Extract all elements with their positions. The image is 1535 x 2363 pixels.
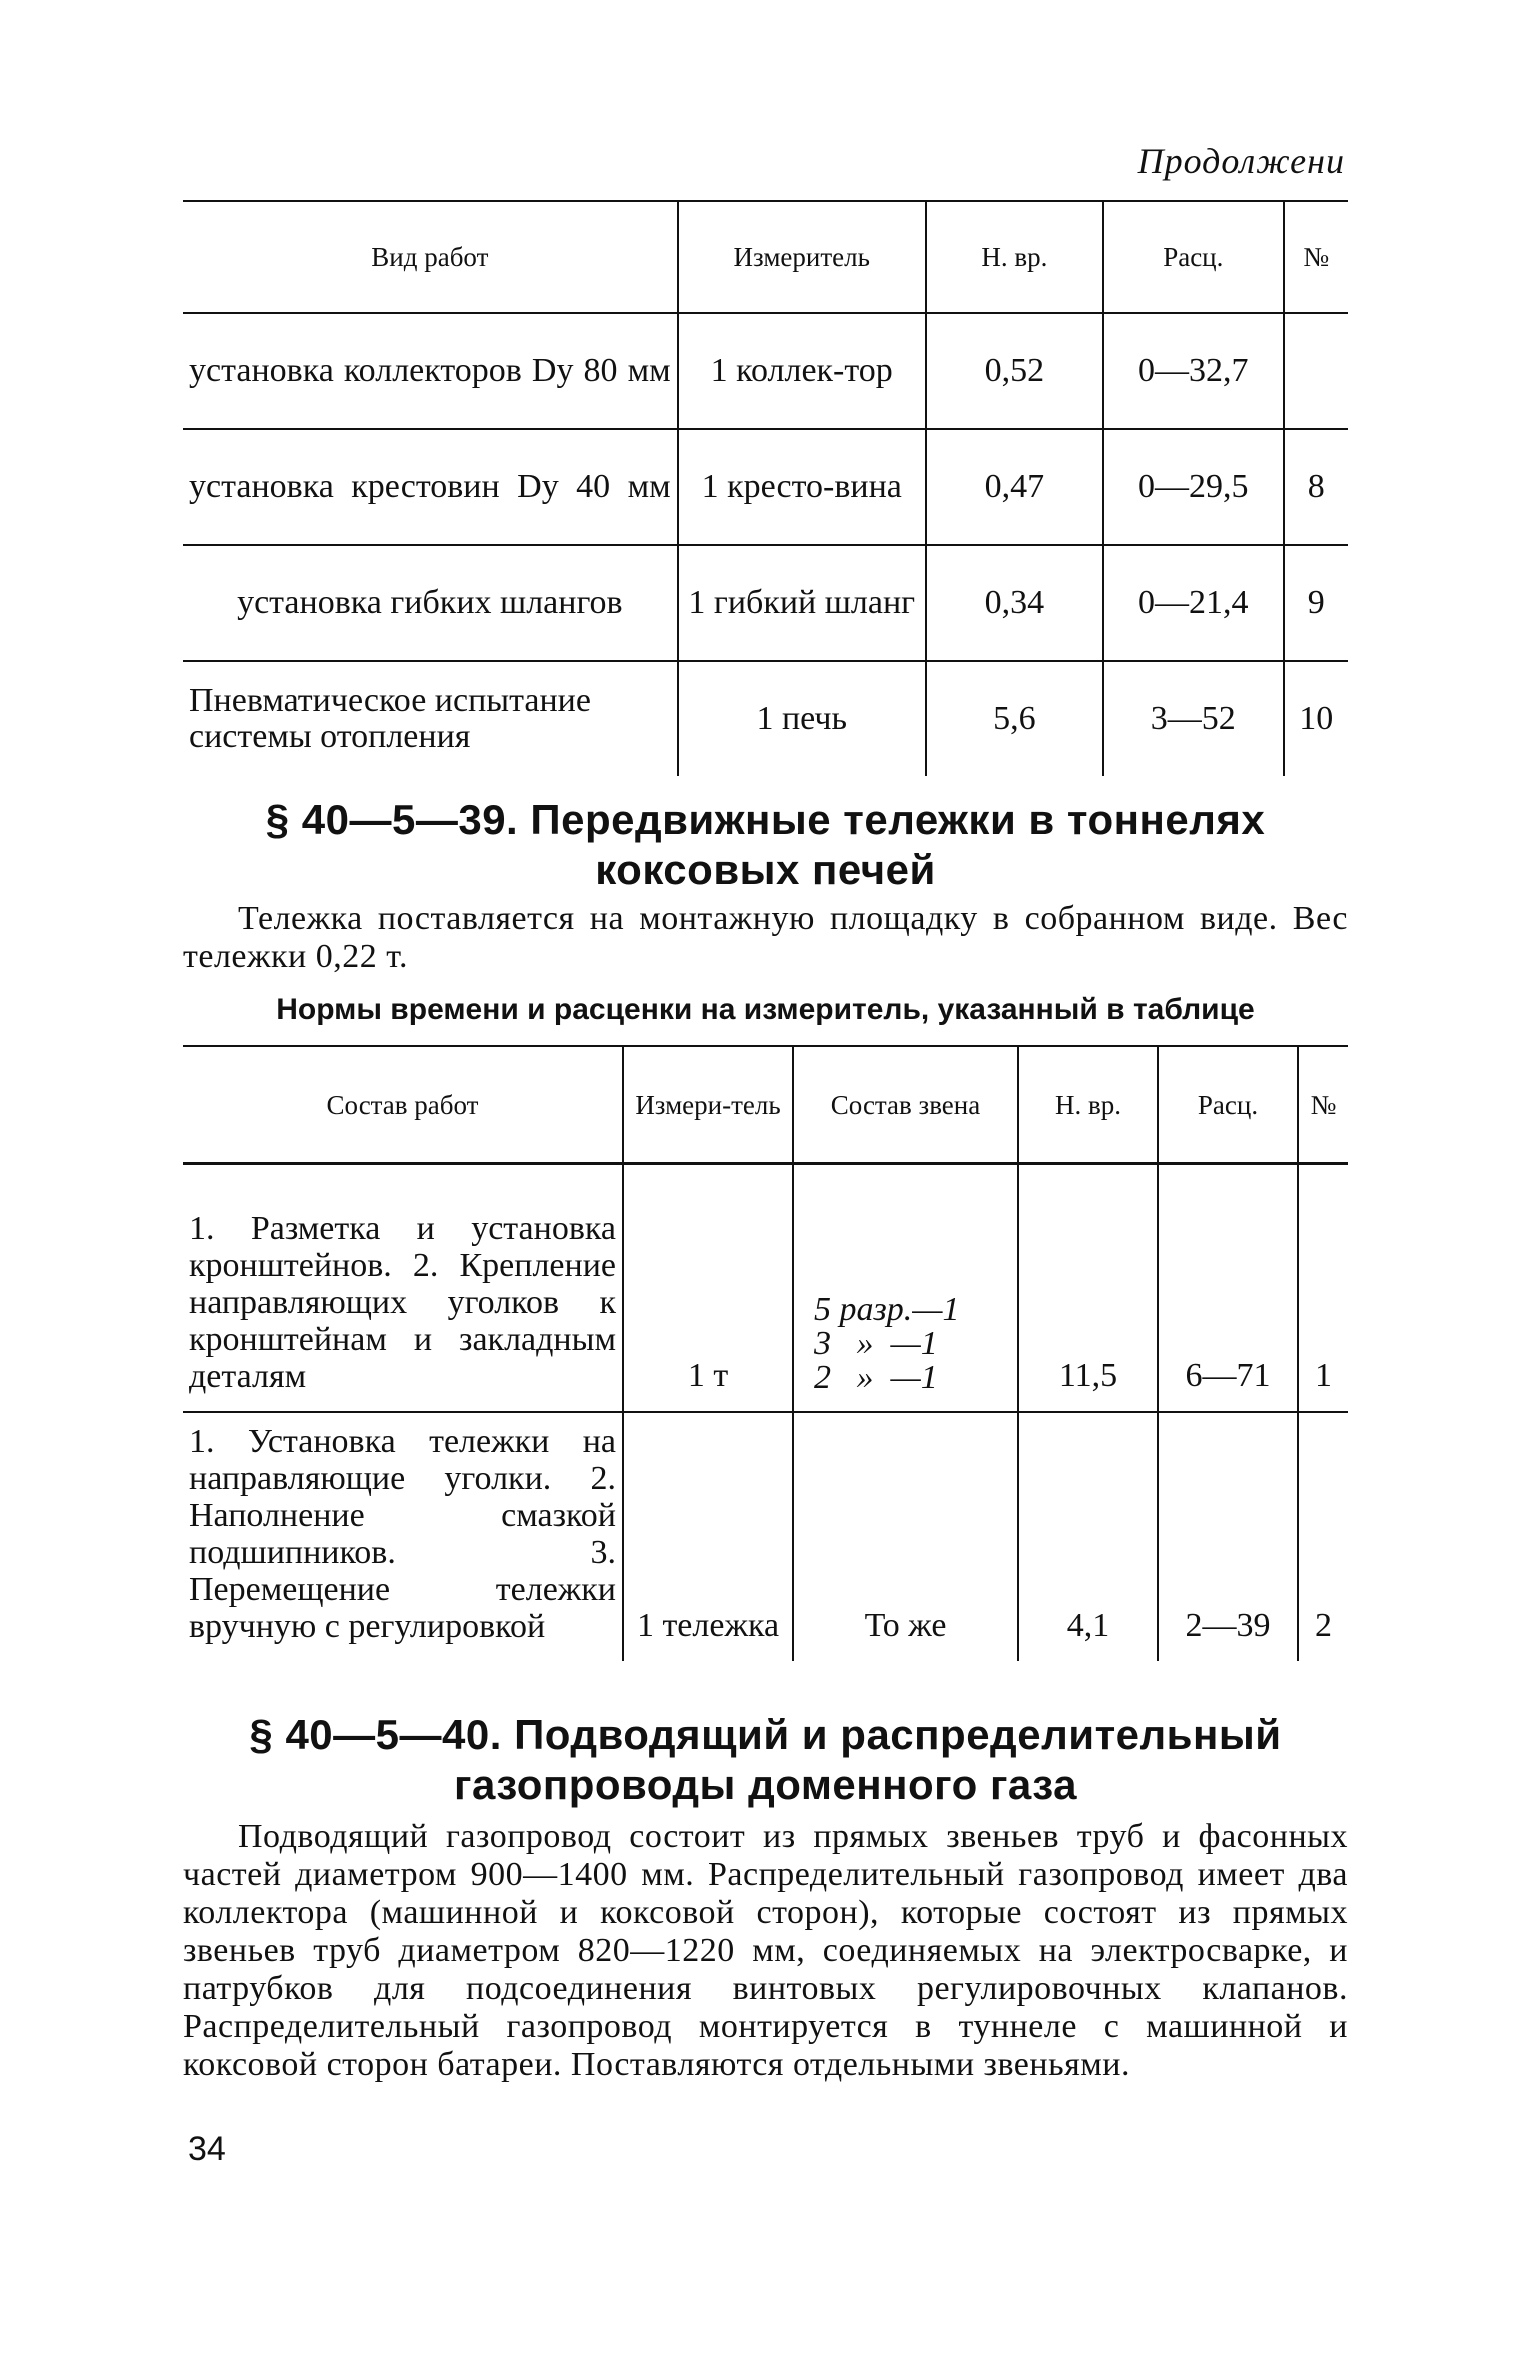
- header-unit: Измери-тель: [623, 1046, 793, 1164]
- crew-line: 2 » —1: [814, 1359, 938, 1396]
- section-title-40-5-40: § 40—5—40. Подводящий и распределительный газопроводы доменного газа: [249, 1711, 1282, 1808]
- rate-cell: 6—71: [1158, 1164, 1298, 1413]
- crew-line: 3 » —1: [814, 1325, 938, 1362]
- work-cell: 1. Установка тележки на направляющие уголки. 2. Наполнение смазкой подшипников. 3. Перемещение тележки вручную с регулировкой: [189, 1423, 616, 1645]
- norm-cell: 0,47: [926, 429, 1103, 545]
- table-row: [183, 545, 1348, 661]
- norms-caption: Нормы времени и расценки на измеритель, указанный в таблице: [276, 993, 1255, 1026]
- number-cell: 1: [1298, 1164, 1348, 1413]
- norm-cell: 5,6: [926, 661, 1103, 776]
- unit-cell: 1 т: [623, 1164, 793, 1413]
- section-title-40-5-39: § 40—5—39. Передвижные тележки в тоннелях коксовых печей: [265, 796, 1266, 893]
- rate-cell: 2—39: [1158, 1412, 1298, 1661]
- number-cell: 10: [1284, 661, 1348, 776]
- page-number: 34: [188, 2130, 226, 2168]
- header-unit: Измеритель: [678, 201, 926, 313]
- table-header-row: [183, 1046, 1348, 1164]
- work-cell: установка коллекторов Dy 80 мм: [183, 313, 678, 429]
- table-work-rates-1: [183, 200, 1348, 776]
- norm-cell: 4,1: [1018, 1412, 1158, 1661]
- unit-cell: 1 тележка: [623, 1412, 793, 1661]
- header-work-type: Вид работ: [183, 201, 678, 313]
- crew-line: 5 разр.—1: [814, 1291, 960, 1328]
- work-cell: Пневматическое испытание системы отопления: [189, 682, 591, 755]
- header-work-composition: Состав работ: [183, 1046, 623, 1164]
- section-text-40-5-39: Тележка поставляется на монтажную площадку в собранном виде. Вес тележки 0,22 т.: [183, 900, 1348, 975]
- work-cell: установка гибких шлангов: [183, 545, 678, 661]
- work-cell: установка крестовин Dy 40 мм: [183, 429, 678, 545]
- table-row: [183, 429, 1348, 545]
- header-rate: Расц.: [1158, 1046, 1298, 1164]
- unit-cell: 1 гибкий шланг: [678, 545, 926, 661]
- table-row: [183, 661, 1348, 776]
- norm-cell: 0,52: [926, 313, 1103, 429]
- number-cell: [1284, 313, 1348, 429]
- header-number: №: [1284, 201, 1348, 313]
- unit-cell: 1 коллек-тор: [678, 313, 926, 429]
- continued-label: Продолжени: [1137, 141, 1345, 181]
- header-norm-time: Н. вр.: [926, 201, 1103, 313]
- header-crew: Состав звена: [793, 1046, 1018, 1164]
- header-rate: Расц.: [1103, 201, 1283, 313]
- norm-cell: 11,5: [1018, 1164, 1158, 1413]
- table-work-rates-2: [183, 1045, 1348, 1661]
- rate-cell: 0—32,7: [1103, 313, 1283, 429]
- table-row: [183, 1412, 1348, 1661]
- crew-cell: То же: [793, 1412, 1018, 1661]
- header-number: №: [1298, 1046, 1348, 1164]
- work-cell: 1. Разметка и установка кронштейнов. 2. Крепление направляющих уголков к кронштейнам и закладным деталям: [183, 1164, 623, 1413]
- number-cell: 9: [1284, 545, 1348, 661]
- unit-cell: 1 кресто-вина: [678, 429, 926, 545]
- rate-cell: 0—21,4: [1103, 545, 1283, 661]
- crew-cell: [793, 1164, 1018, 1413]
- section-text-40-5-40: Подводящий газопровод состоит из прямых звеньев труб и фасонных частей диаметром 900—1400 мм. Распределительный газопровод имеет два коллектора (машинной и коксовой сторон), которые состоят из прямых звеньев труб диаметром 820—1220 мм, соединяемых на электросварке, и патрубков для подсоединения винтовых регулировочных клапанов. Распределительный газопровод монтируется в туннеле с машинной и коксовой сторон батареи. Поставляются отдельными звеньями.: [183, 1818, 1348, 2083]
- rate-cell: 3—52: [1103, 661, 1283, 776]
- table-row: [183, 313, 1348, 429]
- number-cell: 2: [1298, 1412, 1348, 1661]
- unit-cell: 1 печь: [678, 661, 926, 776]
- header-norm-time: Н. вр.: [1018, 1046, 1158, 1164]
- rate-cell: 0—29,5: [1103, 429, 1283, 545]
- table-header-row: [183, 201, 1348, 313]
- norm-cell: 0,34: [926, 545, 1103, 661]
- table-row: [183, 1164, 1348, 1413]
- number-cell: 8: [1284, 429, 1348, 545]
